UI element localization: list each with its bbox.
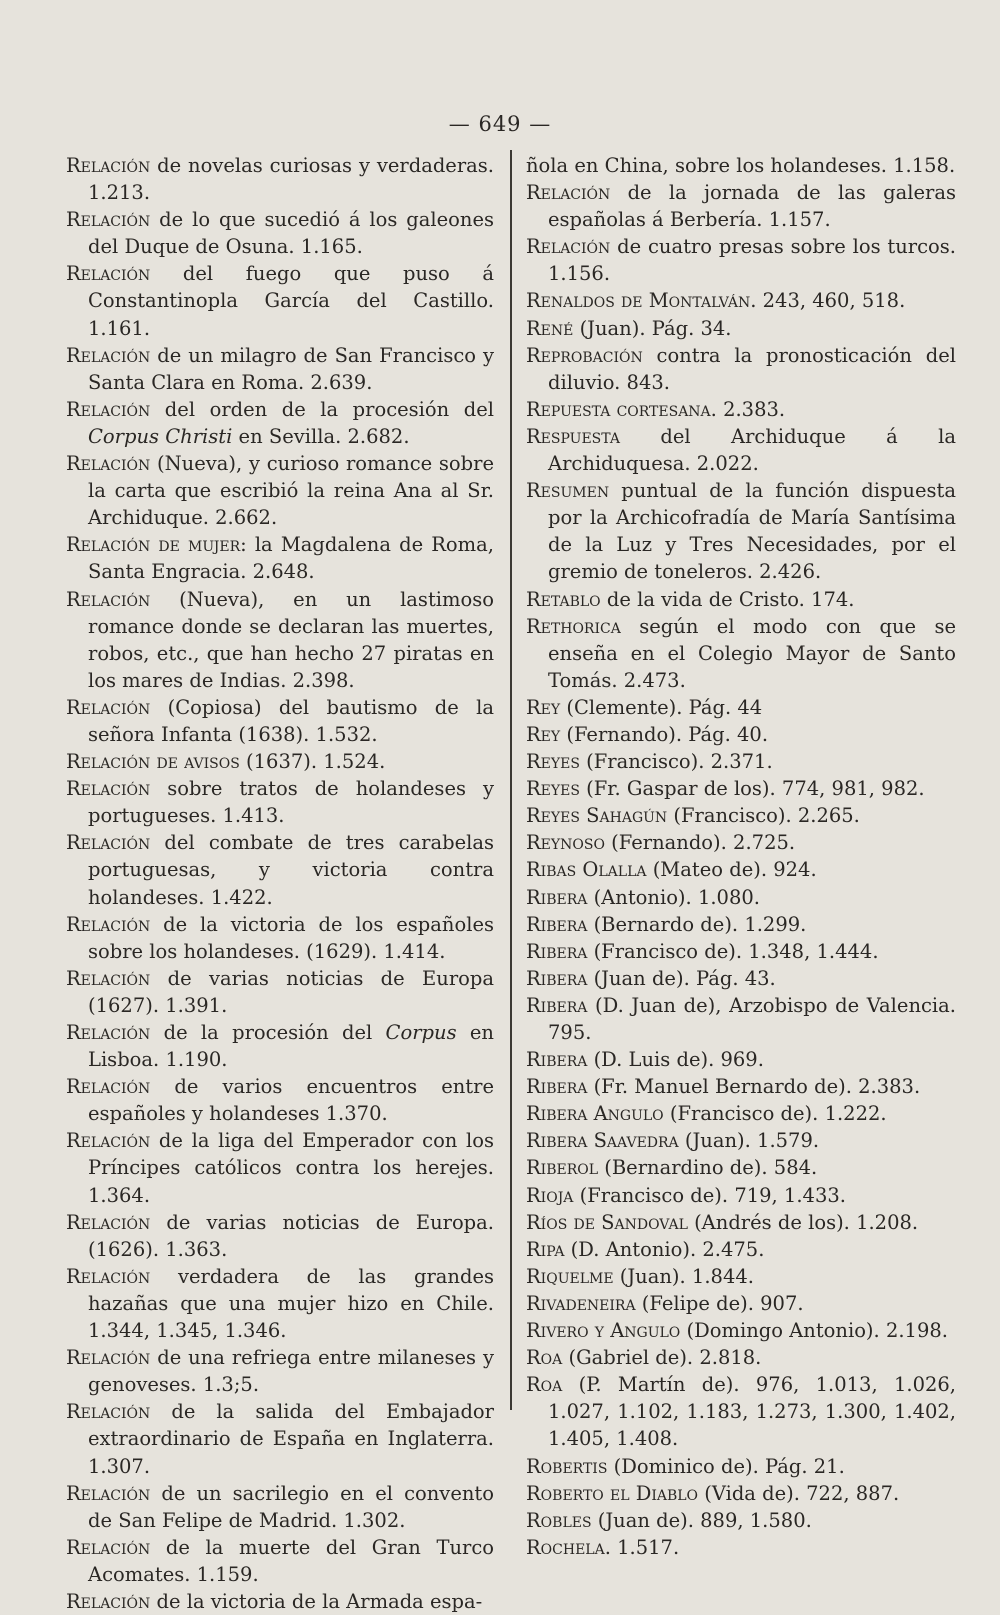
entry-text: (Nueva), en un lastimoso romance donde se declaran las muertes, robos, etc., que han hecho 27 piratas en los mares de Indias. 2.398.: [88, 587, 494, 692]
entry-text: (Fr. Manuel Bernardo de). 2.383.: [587, 1075, 921, 1099]
entry-text: de un milagro de San Francisco y Santa Clara en Roma. 2.639.: [88, 343, 494, 394]
entry-text: (D. Juan de), Arzobispo de Valencia. 795.: [548, 993, 956, 1044]
entry-heading: Robles: [526, 1508, 592, 1532]
entry-text: (Fernando). Pág. 40.: [560, 722, 769, 746]
right-column: [526, 152, 956, 1561]
index-entry: [526, 342, 956, 396]
entry-heading: Relación: [66, 343, 151, 367]
entry-text: (Domingo Antonio). 2.198.: [680, 1319, 948, 1343]
index-entry: [526, 1371, 956, 1452]
index-entry: [526, 315, 956, 342]
index-entry: [66, 1534, 494, 1588]
entry-text: de la jornada de las galeras españolas á Berbería. 1.157.: [548, 181, 956, 232]
entry-text: (Copiosa) del bautismo de la señora Infanta (1638). 1.532.: [88, 695, 494, 746]
entry-heading: Relación de avisos: [66, 750, 240, 774]
entry-heading: René: [526, 316, 574, 340]
entry-text: (Antonio). 1.080.: [587, 885, 760, 909]
index-entry: [526, 396, 956, 423]
entry-heading: Relación: [66, 1481, 151, 1505]
index-entry: [526, 179, 956, 233]
entry-heading: Relación: [66, 1129, 151, 1153]
index-entry: [526, 233, 956, 287]
index-entry: [66, 775, 494, 829]
index-entry: [66, 1263, 494, 1344]
entry-text: (Vida de). 722, 887.: [698, 1481, 900, 1505]
entry-text: en Lisboa. 1.190.: [88, 1021, 494, 1072]
entry-text: (Francisco de). 719, 1.433.: [573, 1183, 846, 1207]
index-entry: [526, 856, 956, 883]
entry-text: . 243, 460, 518.: [750, 289, 906, 313]
entry-text: sobre tratos de holandeses y portugueses. 1.413.: [88, 777, 494, 828]
index-entry: [526, 152, 956, 179]
entry-heading: Ribera: [526, 993, 588, 1017]
entry-heading: Relación: [66, 587, 151, 611]
entry-heading: Ribera: [526, 885, 588, 909]
entry-heading: Rochela: [526, 1535, 605, 1559]
index-entry: [526, 748, 956, 775]
entry-heading: Relación: [66, 1535, 151, 1559]
entry-heading: Retablo: [526, 587, 601, 611]
index-entry: [526, 884, 956, 911]
index-entry: [526, 1236, 956, 1263]
entry-heading: Rey: [526, 722, 561, 746]
entry-text: del orden de la procesión del: [150, 397, 494, 421]
index-entry: [66, 694, 494, 748]
entry-text: de lo que sucedió á los galeones del Duque de Osuna. 1.165.: [88, 208, 494, 259]
entry-text: de la salida del Embajador extraordinario de España en Inglaterra. 1.307.: [88, 1400, 494, 1478]
entry-heading: Ríos de Sandoval: [526, 1210, 688, 1234]
index-entry: [66, 1398, 494, 1479]
index-entry: [66, 1344, 494, 1398]
entry-heading: Relación: [66, 1264, 151, 1288]
entry-text: . 1.517.: [604, 1535, 680, 1559]
index-entry: [526, 694, 956, 721]
entry-text: ñola en China, sobre los holandeses. 1.158.: [526, 154, 956, 177]
index-entry: [526, 477, 956, 585]
entry-heading: Ribera: [526, 966, 588, 990]
entry-heading: Roa: [526, 1346, 563, 1370]
entry-text: (Francisco). 2.265.: [667, 804, 860, 828]
column-divider: [510, 150, 512, 1410]
entry-heading: Relación: [66, 397, 151, 421]
entry-text: (Dominico de). Pág. 21.: [607, 1454, 845, 1478]
entry-text: Corpus Christi: [88, 424, 233, 448]
index-entry: [526, 1317, 956, 1344]
entry-text: (Fr. Gaspar de los). 774, 981, 982.: [579, 777, 925, 801]
index-entry: [66, 1019, 494, 1073]
entry-text: verdadera de las grandes hazañas que una mujer hizo en Chile. 1.344, 1.345, 1.346.: [88, 1264, 494, 1343]
index-entry: [526, 1154, 956, 1181]
index-entry: [526, 1344, 956, 1371]
index-entry: [526, 586, 956, 613]
entry-text: de varias noticias de Europa (1627). 1.391.: [88, 966, 494, 1017]
entry-text: de una refriega entre milaneses y genoveses. 1.3;5.: [88, 1346, 494, 1397]
index-entry: [526, 1182, 956, 1209]
index-entry: [526, 965, 956, 992]
entry-text: (Juan). 1.579.: [678, 1129, 820, 1153]
entry-text: del fuego que puso á Constantinopla García del Castillo. 1.161.: [88, 262, 494, 340]
index-entry: [526, 1127, 956, 1154]
entry-heading: Relación: [66, 154, 151, 177]
entry-text: (1637). 1.524.: [239, 750, 386, 774]
index-entry: [66, 396, 494, 450]
entry-text: puntual de la función dispuesta por la Archicofradía de María Santísima de la Luz y Tres Necesidades, por el gremio de toneleros. 2.426.: [548, 479, 956, 584]
entry-text: (Bernardo de). 1.299.: [587, 912, 807, 936]
index-entry: [66, 965, 494, 1019]
entry-heading: Reprobación: [526, 343, 643, 367]
entry-heading: Reyes Sahagún: [526, 804, 668, 828]
index-entry: [526, 1046, 956, 1073]
entry-text: (Fernando). 2.725.: [604, 831, 796, 855]
entry-text: de la muerte del Gran Turco Acomates. 1.159.: [88, 1535, 494, 1586]
entry-text: (Juan de). 889, 1.580.: [591, 1508, 812, 1532]
index-entry: [526, 721, 956, 748]
entry-text: (Mateo de). 924.: [646, 858, 817, 882]
index-entry: [66, 531, 494, 585]
entry-text: del Archiduque á la Archiduquesa. 2.022.: [548, 424, 956, 476]
entry-heading: Renaldos de Montalván: [526, 289, 751, 313]
entry-text: . 2.383.: [710, 397, 786, 421]
entry-heading: Reynoso: [526, 831, 605, 855]
entry-heading: Relación: [66, 452, 151, 476]
entry-heading: Ribera: [526, 1048, 588, 1072]
entry-heading: Relación: [66, 208, 151, 232]
index-entry: [66, 342, 494, 396]
entry-text: (D. Antonio). 2.475.: [564, 1237, 765, 1261]
entry-heading: Relación: [66, 1075, 151, 1099]
entry-heading: Relación: [66, 695, 151, 719]
index-entry: [66, 206, 494, 260]
index-entry: [526, 911, 956, 938]
entry-heading: Relación: [66, 831, 151, 855]
index-entry: [66, 829, 494, 910]
entry-heading: Relación: [526, 235, 611, 259]
entry-heading: Relación: [66, 1210, 151, 1234]
index-entry: [526, 938, 956, 965]
index-entry: [526, 802, 956, 829]
entry-heading: Ribas Olalla: [526, 858, 647, 882]
entry-text: de un sacrilegio en el convento de San Felipe de Madrid. 1.302.: [88, 1481, 494, 1532]
index-entry: [526, 1480, 956, 1507]
index-entry: [66, 911, 494, 965]
entry-text: de la victoria de la Armada espa-: [150, 1589, 483, 1613]
entry-heading: Relación: [66, 777, 151, 801]
index-entry: [526, 1453, 956, 1480]
index-entry: [66, 152, 494, 206]
entry-heading: Relación: [66, 1346, 151, 1370]
index-entry: [526, 423, 956, 477]
entry-text: según el modo con que se enseña en el Colegio Mayor de Santo Tomás. 2.473.: [548, 614, 956, 692]
entry-heading: Riberol: [526, 1156, 599, 1180]
entry-text: (Nueva), y curioso romance sobre la carta que escribió la reina Ana al Sr. Archiduque. 2.662.: [88, 452, 494, 530]
index-entry: [66, 1480, 494, 1534]
entry-heading: Reyes: [526, 750, 580, 774]
entry-heading: Ribera: [526, 939, 588, 963]
index-entry: [526, 1507, 956, 1534]
entry-heading: Roberto el Diablo: [526, 1481, 699, 1505]
entry-text: (Francisco de). 1.222.: [663, 1102, 887, 1126]
entry-text: contra la pronosticación del diluvio. 843.: [548, 343, 956, 394]
index-entry: [526, 1100, 956, 1127]
entry-text: de la procesión del: [150, 1021, 386, 1044]
entry-text: de la vida de Cristo. 174.: [600, 587, 855, 611]
entry-text: de la victoria de los españoles sobre los holandeses. (1629). 1.414.: [88, 912, 494, 963]
entry-text: (P. Martín de). 976, 1.013, 1.026, 1.027, 1.102, 1.183, 1.273, 1.300, 1.402, 1.405, 1.408.: [548, 1373, 956, 1451]
entry-text: (Juan de). Pág. 43.: [587, 966, 776, 990]
index-entry: [526, 829, 956, 856]
entry-text: de la liga del Emperador con los Príncipes católicos contra los herejes. 1.364.: [88, 1129, 494, 1207]
entry-heading: Rethorica: [526, 614, 621, 638]
index-entry: [526, 613, 956, 694]
entry-text: (Felipe de). 907.: [635, 1291, 804, 1315]
entry-text: de varios encuentros entre españoles y holandeses 1.370.: [88, 1075, 494, 1126]
entry-heading: Relación: [66, 1589, 151, 1613]
index-entry: [66, 1588, 494, 1615]
index-entry: [66, 1127, 494, 1208]
index-entry: [66, 586, 494, 694]
index-entry: [66, 1073, 494, 1127]
entry-text: (Clemente). Pág. 44: [560, 695, 763, 719]
entry-heading: Ribera: [526, 1075, 588, 1099]
index-entry: [526, 1209, 956, 1236]
entry-text: de cuatro presas sobre los turcos. 1.156.: [548, 235, 956, 286]
index-entry: [526, 775, 956, 802]
entry-heading: Robertis: [526, 1454, 608, 1478]
index-entry: [526, 1534, 956, 1561]
entry-text: (Bernardino de). 584.: [598, 1156, 818, 1180]
entry-heading: Relación: [526, 181, 611, 205]
entry-heading: Ribera Angulo: [526, 1102, 664, 1126]
index-entry: [66, 260, 494, 341]
entry-text: (Juan). 1.844.: [613, 1264, 754, 1288]
entry-text: (Francisco). 2.371.: [579, 750, 773, 774]
entry-heading: Reyes: [526, 777, 580, 801]
entry-text: de novelas curiosas y verdaderas. 1.213.: [88, 154, 494, 205]
index-entry: [66, 1209, 494, 1263]
entry-heading: Ribera Saavedra: [526, 1129, 679, 1153]
entry-text: (D. Luis de). 969.: [587, 1048, 764, 1072]
entry-heading: Rioja: [526, 1183, 574, 1207]
index-entry: [526, 287, 956, 314]
entry-heading: Relación: [66, 1021, 151, 1044]
entry-text: (Andrés de los). 1.208.: [687, 1210, 919, 1234]
index-entry: [526, 1263, 956, 1290]
entry-heading: Rivero y Angulo: [526, 1319, 681, 1343]
index-entry: [526, 992, 956, 1046]
entry-heading: Rivadeneira: [526, 1291, 636, 1315]
entry-text: de varias noticias de Europa. (1626). 1.363.: [88, 1210, 494, 1261]
entry-text: en Sevilla. 2.682.: [232, 424, 410, 448]
entry-heading: Repuesta cortesana: [526, 397, 711, 421]
left-column: [66, 152, 494, 1615]
entry-heading: Rey: [526, 695, 561, 719]
entry-text: del combate de tres carabelas portuguesas, y victoria contra holandeses. 1.422.: [88, 831, 494, 909]
entry-heading: Relación: [66, 912, 151, 936]
index-entry: [526, 1073, 956, 1100]
entry-heading: Relación: [66, 262, 151, 286]
index-entry: [66, 450, 494, 531]
index-entry: [526, 1290, 956, 1317]
entry-text: (Juan). Pág. 34.: [573, 316, 732, 340]
entry-heading: Respuesta: [526, 424, 620, 448]
entry-heading: Ripa: [526, 1237, 565, 1261]
index-entry: [66, 748, 494, 775]
entry-text: (Francisco de). 1.348, 1.444.: [587, 939, 879, 963]
page-number: — 649 —: [448, 112, 552, 136]
entry-text: : la Magdalena de Roma, Santa Engracia. 2.648.: [88, 533, 494, 584]
entry-heading: Resumen: [526, 479, 610, 503]
entry-heading: Ribera: [526, 912, 588, 936]
entry-heading: Relación: [66, 966, 151, 990]
entry-heading: Relación: [66, 1400, 151, 1424]
entry-text: Corpus: [385, 1021, 457, 1044]
entry-text: (Gabriel de). 2.818.: [562, 1346, 762, 1370]
entry-heading: Roa: [526, 1373, 563, 1397]
entry-heading: Riquelme: [526, 1264, 614, 1288]
entry-heading: Relación de mujer: [66, 533, 241, 557]
